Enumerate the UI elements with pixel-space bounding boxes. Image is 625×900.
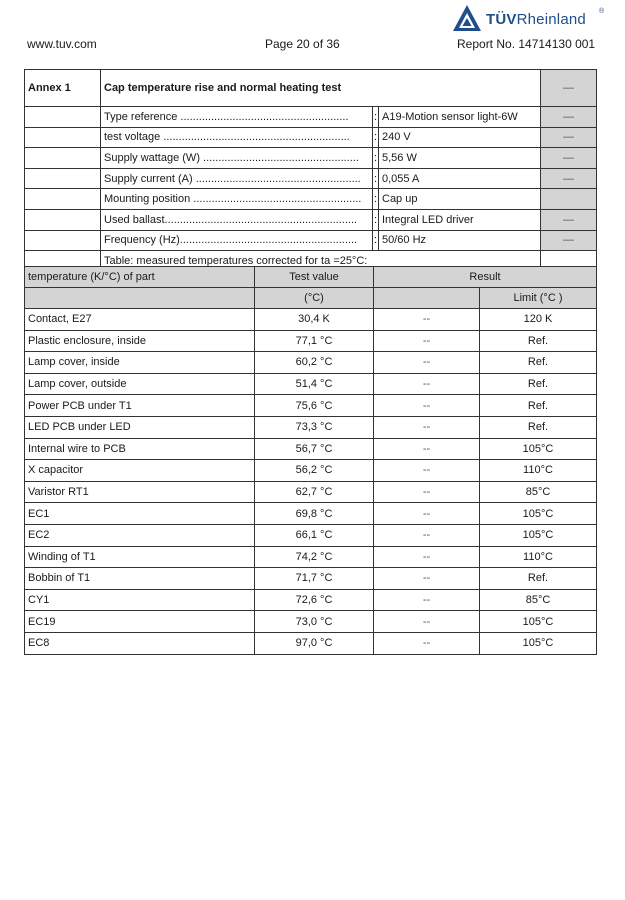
parameter-colon: : xyxy=(373,168,379,189)
parameter-label: Supply wattage (W) ................................................... xyxy=(101,148,373,169)
col-unit-header: (°C) xyxy=(255,288,374,309)
part-name: X capacitor xyxy=(25,460,255,482)
parameter-row xyxy=(25,168,597,189)
part-name: Bobbin of T1 xyxy=(25,568,255,590)
results-table xyxy=(24,266,597,655)
result-value: -- xyxy=(374,546,480,568)
test-value: 66,1 °C xyxy=(255,524,374,546)
limit-value: Ref. xyxy=(480,352,597,374)
col-test-value-header: Test value xyxy=(255,267,374,288)
limit-value: 120 K xyxy=(480,309,597,331)
result-value: -- xyxy=(374,524,480,546)
parameter-label: Used ballast............................................................... xyxy=(101,209,373,230)
result-value: -- xyxy=(374,309,480,331)
parameter-value: 0,055 A xyxy=(379,168,541,189)
parameter-mark: — xyxy=(541,127,597,148)
table-row xyxy=(25,352,597,374)
parameter-colon: : xyxy=(373,107,379,128)
table-row xyxy=(25,460,597,482)
annex-row xyxy=(25,70,597,107)
parameter-mark: — xyxy=(541,148,597,169)
test-value: 73,0 °C xyxy=(255,611,374,633)
parameter-label: Mounting position ....................................................... xyxy=(101,189,373,210)
part-name: Internal wire to PCB xyxy=(25,438,255,460)
part-name: Contact, E27 xyxy=(25,309,255,331)
parameter-mark: — xyxy=(541,168,597,189)
parameter-mark: — xyxy=(541,107,597,128)
table-row xyxy=(25,589,597,611)
triangle-logo-icon xyxy=(452,4,482,32)
limit-value: Ref. xyxy=(480,395,597,417)
test-value: 72,6 °C xyxy=(255,589,374,611)
parameters-table xyxy=(24,69,597,272)
table-row xyxy=(25,568,597,590)
parameter-colon: : xyxy=(373,230,379,251)
result-value: -- xyxy=(374,481,480,503)
test-value: 74,2 °C xyxy=(255,546,374,568)
table-row xyxy=(25,481,597,503)
table-row xyxy=(25,330,597,352)
table-row xyxy=(25,373,597,395)
col-part-header: temperature (K/°C) of part xyxy=(25,267,255,288)
result-value: -- xyxy=(374,589,480,611)
test-value: 71,7 °C xyxy=(255,568,374,590)
parameter-value: A19-Motion sensor light-6W xyxy=(379,107,541,128)
parameter-row xyxy=(25,230,597,251)
parameter-colon: : xyxy=(373,209,379,230)
parameter-value: Cap up xyxy=(379,189,541,210)
limit-value: Ref. xyxy=(480,330,597,352)
annex-title: Cap temperature rise and normal heating test xyxy=(101,70,541,107)
table-row xyxy=(25,416,597,438)
part-name: EC2 xyxy=(25,524,255,546)
annex-mark: — xyxy=(541,70,597,107)
part-name: EC1 xyxy=(25,503,255,525)
parameter-colon: : xyxy=(373,189,379,210)
report-number: Report No. 14714130 001 xyxy=(457,37,596,51)
limit-value: 105°C xyxy=(480,524,597,546)
parameter-mark xyxy=(541,189,597,210)
table-note: Table: measured temperatures corrected for ta =25°C: xyxy=(101,251,541,272)
result-value: -- xyxy=(374,395,480,417)
test-value: 73,3 °C xyxy=(255,416,374,438)
result-value: -- xyxy=(374,416,480,438)
parameter-label: Supply current (A) ...................................................... xyxy=(101,168,373,189)
parameter-colon: : xyxy=(373,127,379,148)
table-row xyxy=(25,395,597,417)
parameter-row xyxy=(25,107,597,128)
part-name: Lamp cover, inside xyxy=(25,352,255,374)
result-value: -- xyxy=(374,460,480,482)
result-value: -- xyxy=(374,330,480,352)
parameter-mark: — xyxy=(541,230,597,251)
result-value: -- xyxy=(374,568,480,590)
table-row xyxy=(25,503,597,525)
part-name: EC19 xyxy=(25,611,255,633)
parameter-value: 5,56 W xyxy=(379,148,541,169)
result-value: -- xyxy=(374,438,480,460)
part-name: EC8 xyxy=(25,632,255,654)
parameter-value: 50/60 Hz xyxy=(379,230,541,251)
website-text: www.tuv.com xyxy=(27,37,97,51)
limit-value: 110°C xyxy=(480,546,597,568)
limit-value: 105°C xyxy=(480,611,597,633)
limit-value: 110°C xyxy=(480,460,597,482)
page-number: Page 20 of 36 xyxy=(265,37,340,51)
col-limit-header: Limit (°C ) xyxy=(480,288,597,309)
part-name: LED PCB under LED xyxy=(25,416,255,438)
table-row xyxy=(25,438,597,460)
table-row xyxy=(25,611,597,633)
result-value: -- xyxy=(374,611,480,633)
test-value: 56,7 °C xyxy=(255,438,374,460)
part-name: Varistor RT1 xyxy=(25,481,255,503)
test-value: 60,2 °C xyxy=(255,352,374,374)
limit-value: 105°C xyxy=(480,438,597,460)
test-value: 30,4 K xyxy=(255,309,374,331)
result-value: -- xyxy=(374,632,480,654)
test-value: 77,1 °C xyxy=(255,330,374,352)
parameter-value: 240 V xyxy=(379,127,541,148)
part-name: CY1 xyxy=(25,589,255,611)
logo-wordmark: TÜVRheinland xyxy=(486,11,586,28)
limit-value: 105°C xyxy=(480,632,597,654)
table-row xyxy=(25,632,597,654)
limit-value: 85°C xyxy=(480,589,597,611)
parameter-row xyxy=(25,209,597,230)
part-name: Power PCB under T1 xyxy=(25,395,255,417)
col-result-header: Result xyxy=(374,267,597,288)
parameter-label: Frequency (Hz).......................................................... xyxy=(101,230,373,251)
limit-value: 105°C xyxy=(480,503,597,525)
test-value: 75,6 °C xyxy=(255,395,374,417)
test-value: 62,7 °C xyxy=(255,481,374,503)
table-row xyxy=(25,309,597,331)
parameter-colon: : xyxy=(373,148,379,169)
table-row xyxy=(25,524,597,546)
part-name: Plastic enclosure, inside xyxy=(25,330,255,352)
parameter-mark: — xyxy=(541,209,597,230)
test-value: 56,2 °C xyxy=(255,460,374,482)
results-header-row xyxy=(25,267,597,288)
parameter-row xyxy=(25,148,597,169)
table-row xyxy=(25,546,597,568)
test-value: 97,0 °C xyxy=(255,632,374,654)
result-value: -- xyxy=(374,373,480,395)
limit-value: 85°C xyxy=(480,481,597,503)
parameter-row xyxy=(25,127,597,148)
parameter-value: Integral LED driver xyxy=(379,209,541,230)
part-name: Lamp cover, outside xyxy=(25,373,255,395)
tuv-logo xyxy=(452,4,612,34)
result-value: -- xyxy=(374,503,480,525)
parameter-row xyxy=(25,189,597,210)
test-value: 69,8 °C xyxy=(255,503,374,525)
limit-value: Ref. xyxy=(480,568,597,590)
parameter-label: test voltage ............................................................. xyxy=(101,127,373,148)
test-value: 51,4 °C xyxy=(255,373,374,395)
registered-mark: ® xyxy=(599,8,605,15)
result-value: -- xyxy=(374,352,480,374)
limit-value: Ref. xyxy=(480,416,597,438)
annex-label: Annex 1 xyxy=(25,70,101,107)
limit-value: Ref. xyxy=(480,373,597,395)
parameter-label: Type reference ....................................................... xyxy=(101,107,373,128)
part-name: Winding of T1 xyxy=(25,546,255,568)
results-subheader-row xyxy=(25,288,597,309)
